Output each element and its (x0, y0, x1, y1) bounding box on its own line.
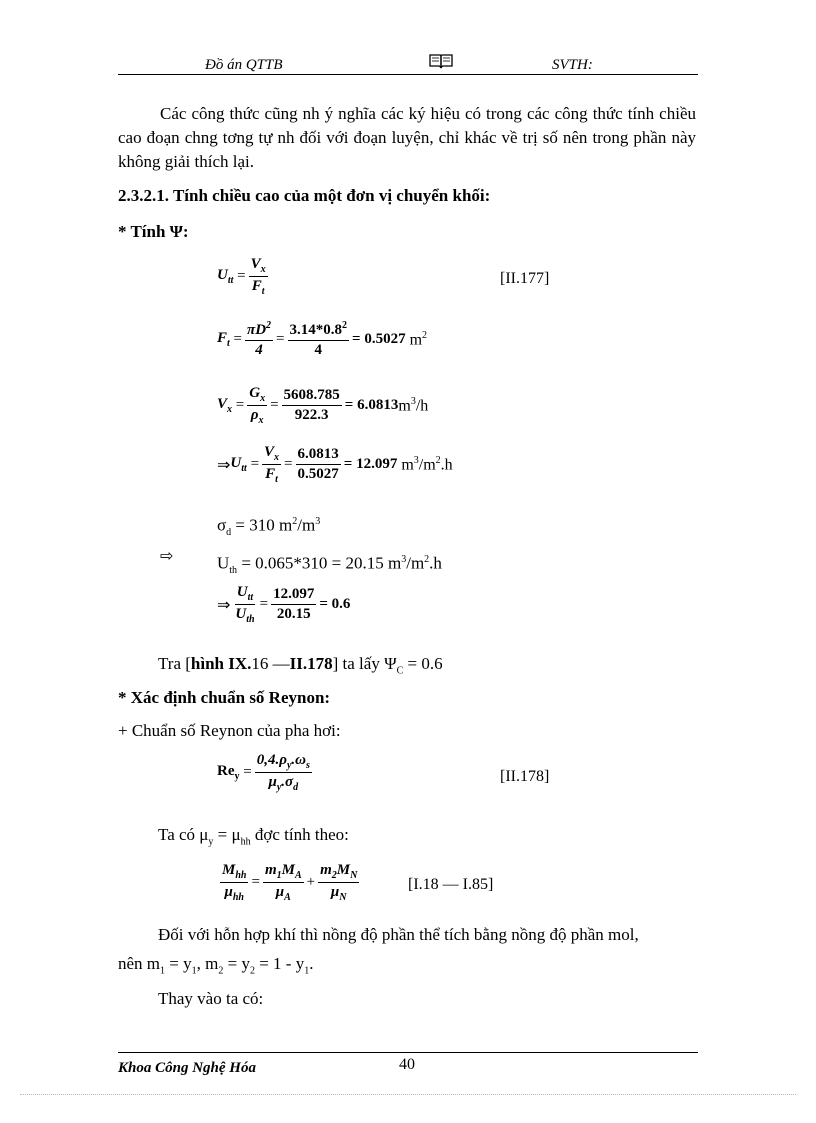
book-icon (428, 52, 454, 75)
eq1-lhs: $U_{tt}$ (217, 267, 234, 286)
eq7-reference: [I.18 — I.85] (408, 876, 494, 893)
equation-f-t: $F_t$ = $\frac{\pi D^2}{4}$ = $\frac{3.14*0.8^2}{4}$ = 0.5027 $m^2$ (217, 320, 428, 358)
equation-u-tt: $U_{tt}$ = $\frac{V_x}{F_t}$ (217, 256, 266, 297)
equation-re-y: $Re_y$ = $\frac{0,4.\rho_y.\omega_s}{\mu_y.\sigma_d}$ (217, 752, 310, 793)
section-title: 2.3.2.1. Tính chiều cao của một đơn vị chuyển khối: (118, 186, 491, 205)
page-bottom-divider (20, 1094, 796, 1095)
thay-line: Thay vào ta có: (158, 989, 264, 1008)
equation-molar-mass: $\frac{M_{hh}}{\mu_{hh}}$ = $\frac{m_1M_A}{\mu_A}$ + $\frac{m_2M_N}{\mu_N}$ (222, 862, 358, 903)
mixture-paragraph-line2: nên $m_1 = y_1$, $m_2 = y_2 = 1 - y_1$. (118, 954, 314, 977)
eq6-reference: [II.178] (500, 768, 550, 785)
sigma-d-line: $\sigma_d = 310$ $m^2/m^3$ (217, 515, 321, 539)
arrow-marker-icon: ⇨ (160, 548, 174, 565)
page-number: 40 (399, 1056, 415, 1073)
eq1-fraction: $\frac{V_x}{F_t}$ (250, 256, 266, 297)
equation-u-tt-result: ⇒ $U_{tt}$ = $\frac{V_x}{F_t}$ = $\frac{6.0813}{0.5027}$ = 12.097 $m^3/m^2.h$ (217, 444, 453, 485)
eq1-reference: [II.177] (500, 270, 550, 287)
reynon-subtitle: + Chuẩn số Reynon của pha hơi: (118, 721, 341, 740)
tra-line: Tra [hình IX.16 —II.178] ta lấy $\Psi_C = 0.6$ (158, 654, 443, 677)
intro-paragraph: Các công thức cũng nh ý nghĩa các ký hiệu có trong các công thức tính chiều cao đoạn chng tơng tự nh đối với đoạn luyện, chỉ khác về trị số nên trong phần này không giải thích lại. (118, 104, 696, 171)
reynon-title: * Xác định chuẩn số Reynon: (118, 688, 331, 707)
psi-title: * Tính Ψ: (118, 222, 189, 241)
header-rule (118, 74, 698, 75)
header-left: Đồ án QTTB (205, 57, 283, 73)
u-th-line: $U_{th} = 0.065*310 = 20.15$ $m^3/m^2.h$ (217, 553, 442, 577)
taco-line: Ta có $\mu_y = \mu_{hh}$ đợc tính theo: (158, 825, 349, 848)
footer-left: Khoa Công Nghệ Hóa (118, 1060, 256, 1076)
equation-ratio: ⇒ $\frac{U_{tt}}{U_{th}}$ = $\frac{12.097}{20.15}$ = 0.6 (217, 584, 351, 625)
footer-rule (118, 1052, 698, 1053)
header-right: SVTH: (552, 57, 593, 73)
mixture-paragraph: Đối với hỗn hợp khí thì nồng độ phần thể tích bằng nồng độ phần mol, (158, 925, 639, 944)
equation-v-x: $V_x$ = $\frac{G_x}{\rho_x}$ = $\frac{5608.785}{922.3}$ = 6.0813 $m^3/h$ (217, 385, 429, 426)
